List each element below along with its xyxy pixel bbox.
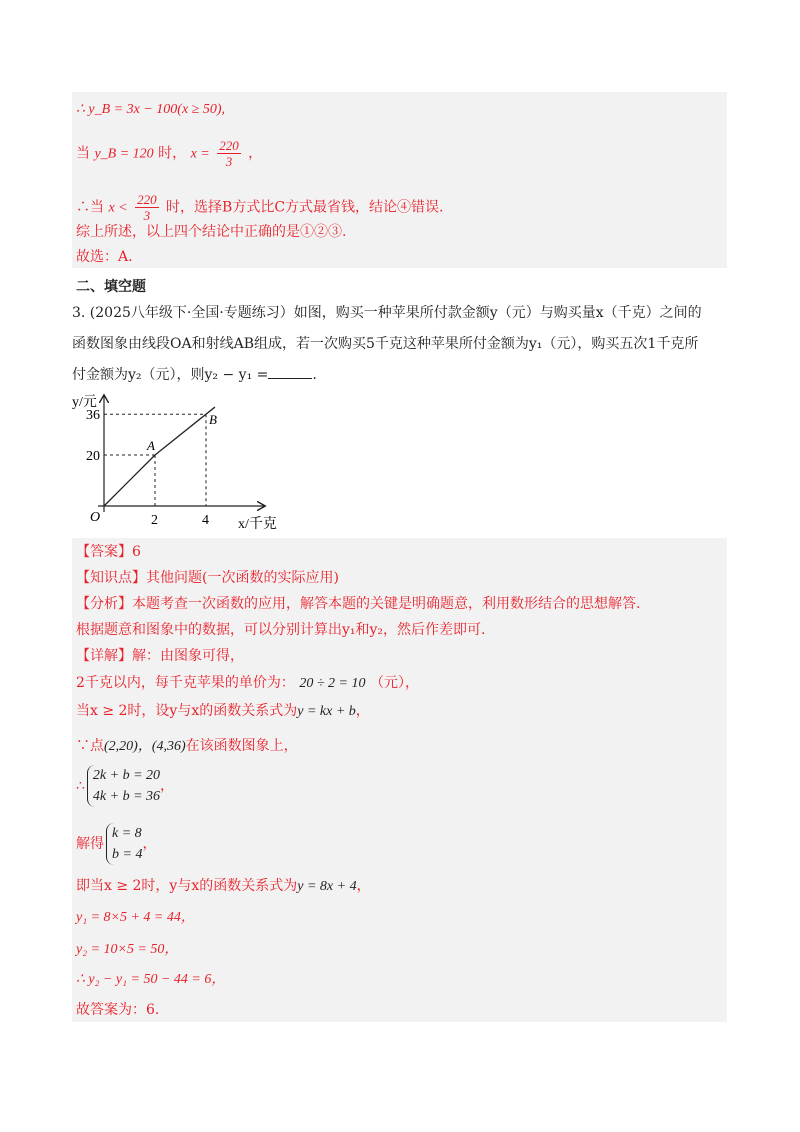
answer-line: 【答案】6 <box>76 544 141 560</box>
detail-line-4: ∵点(2,20)，(4,36)在该函数图象上， <box>76 738 298 754</box>
solution-line-4: 综上所述，以上四个结论中正确的是①②③. <box>76 224 347 240</box>
detail-line-10: ∴ y₂ − y₁ = 50 − 44 = 6， <box>76 972 226 987</box>
y-tick-20: 20 <box>86 449 100 464</box>
detail-line-2: 2千克以内，每千克苹果的单价为： 20 ÷ 2 = 10 （元）， <box>76 675 419 691</box>
answer-block <box>72 538 727 1022</box>
section-title: 二、填空题 <box>76 279 146 295</box>
fraction-220-3: $\frac{220}{3}$ <box>219 138 239 169</box>
fraction-220-3-b: $\frac{220}{3}$ <box>137 192 157 223</box>
question-line-3: 付金额为y₂（元），则y₂ − y₁ = . <box>72 364 317 384</box>
x-axis-label: x/千克 <box>238 517 277 532</box>
brace-system-2: k = 8 b = 4 <box>106 823 142 865</box>
origin-label: O <box>90 510 101 525</box>
solution-line-2: 当 y_B = 120 时， x = $\frac{220}{3}$ ， <box>76 138 263 169</box>
solution-line-3: ∴当 x < $\frac{220}{3}$ 时，选择B方式比C方式最省钱，结论④错误. <box>76 192 444 223</box>
detail-line-9: y₂ = 10×5 = 50， <box>76 942 179 957</box>
x-tick-2: 2 <box>151 513 158 528</box>
x-tick-4: 4 <box>202 513 209 528</box>
detail-line-3: 当x ≥ 2时，设y与x的函数关系式为y = kx + b， <box>76 703 370 719</box>
detail-line-7: 即当x ≥ 2时，y与x的函数关系式为y = 8x + 4， <box>76 878 371 894</box>
y-tick-36: 36 <box>86 408 100 424</box>
y-axis-label: y/元 <box>72 395 97 410</box>
point-a-label: A <box>147 438 155 453</box>
equation-system-1: ∴ 2k + b = 20 4k + b = 36 ， <box>76 765 174 807</box>
equation-system-2: 解得 k = 8 b = 4 ， <box>76 823 156 865</box>
knowledge-line: 【知识点】其他问题(一次函数的实际应用) <box>76 570 339 586</box>
function-graph <box>60 388 300 534</box>
question-line-1: 3. (2025八年级下·全国·专题练习）如图，购买一种苹果所付款金额y（元）与购买量x（千克）之间的 <box>72 305 702 321</box>
point-b-label: B <box>209 412 217 428</box>
detail-line-8: y₁ = 8×5 + 4 = 44， <box>76 910 195 925</box>
segment-oa <box>104 455 155 506</box>
brace-system-1: 2k + b = 20 4k + b = 36 <box>87 765 160 807</box>
analysis-line: 【分析】本题考查一次函数的应用，解答本题的关键是明确题意，利用数形结合的思想解答. <box>76 596 641 612</box>
solution-block-top <box>72 92 727 268</box>
question-line-2: 函数图象由线段OA和射线AB组成，若一次购买5千克这种苹果所付金额为y₁（元），购买五次1千克所 <box>72 336 699 352</box>
detail-line-1: 【详解】解：由图象可得， <box>76 648 244 664</box>
detail-line-11: 故答案为：6. <box>76 1002 160 1018</box>
solution-line-1: ∴ y_B = 3x − 100(x ≥ 50), <box>76 102 226 117</box>
solution-line-5: 故选：A. <box>76 249 133 265</box>
answer-blank <box>268 364 312 379</box>
analysis-line-2: 根据题意和图象中的数据，可以分别计算出y₁和y₂，然后作差即可. <box>76 622 486 638</box>
